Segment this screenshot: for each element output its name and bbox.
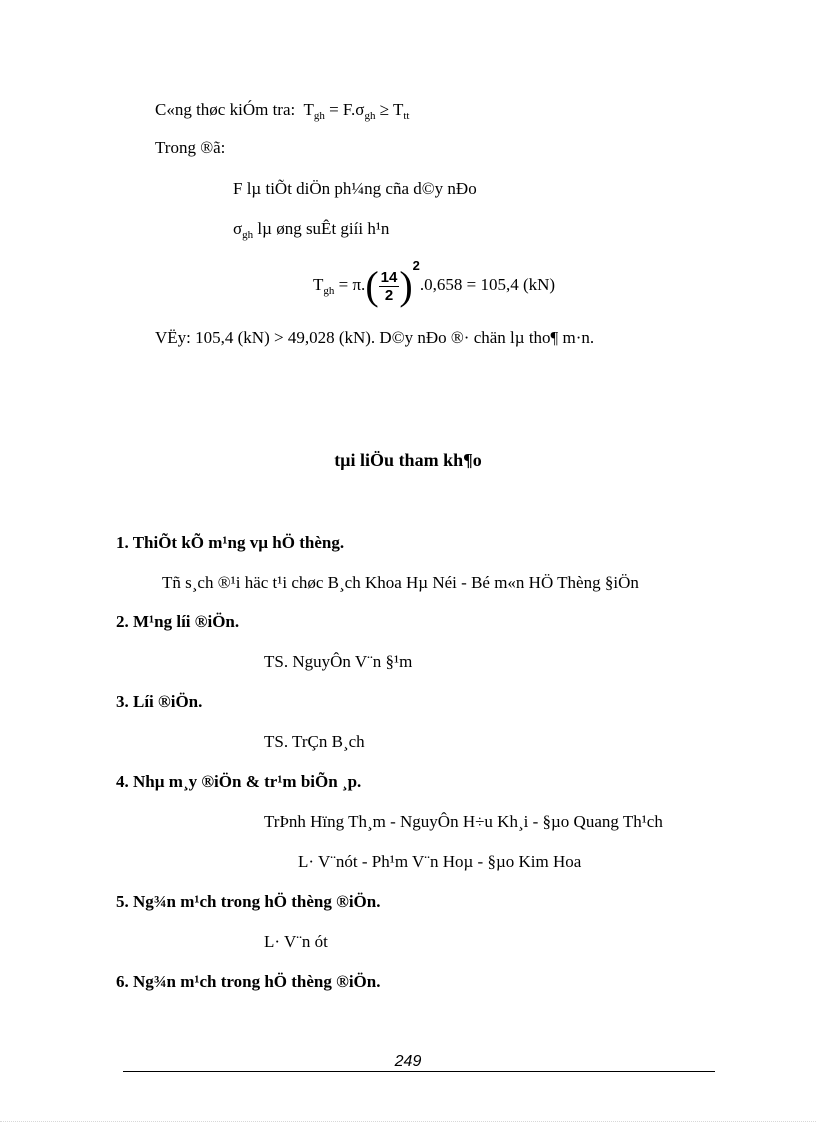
page-edge [0, 1121, 816, 1122]
check-formula: C«ng thøc kiÓm tra: $T_{gh} = F.\sigma_{gh} \ge T_{tt}$ [155, 100, 410, 122]
reference-detail: TrÞnh Hïng Th¸m - NguyÔn H÷u Kh¸i - §µo Quang Th¹ch [264, 812, 663, 831]
reference-detail: Tñ s¸ch ®¹i häc t¹i chøc B¸ch Khoa Hµ Néi - Bé m«n HÖ Thèng §iÖn [162, 573, 639, 592]
fraction: $\frac{14}{2}$ [380, 268, 398, 304]
reference-heading: 5. Ng¾n m¹ch trong hÖ thèng ®iÖn. [116, 892, 381, 911]
references-title: tµi liÖu tham kh¶o [334, 450, 482, 470]
footer-rule [123, 1071, 715, 1072]
reference-heading: 1. ThiÕt kÕ m¹ng vµ hÖ thèng. [116, 533, 345, 552]
reference-heading: 4. Nhµ m¸y ®iÖn & tr¹m biÕn ¸p. [116, 772, 362, 791]
reference-heading: 3. Líi ®iÖn. [116, 692, 203, 711]
reference-detail: TS. NguyÔn V¨n §¹m [264, 652, 413, 671]
definition-sigma: $\sigma_{gh}$ lµ øng suÊt giíi h¹n [233, 219, 390, 241]
calculation-formula: $T_{gh} = \pi$.( $\frac{14}{2}$ )$^2$.0,658 = 105,4 (kN) [313, 258, 556, 309]
conclusion: VËy: 105,4 (kN) > 49,028 (kN). D©y nÐo ®· chän lµ tho¶ m·n. [155, 328, 595, 347]
page-number: 249 [394, 1053, 422, 1070]
where-label: Trong ®ã: [155, 138, 226, 157]
reference-heading: 2. M¹ng líi ®iÖn. [116, 612, 240, 631]
reference-heading: 6. Ng¾n m¹ch trong hÖ thèng ®iÖn. [116, 972, 381, 991]
reference-detail: L· V¨n ót [264, 932, 328, 951]
definition-F: F lµ tiÕt diÖn ph¼ng cña d©y nÐo [233, 179, 477, 198]
reference-detail: TS. TrÇn B¸ch [264, 732, 365, 751]
reference-detail: L· V¨nót - Ph¹m V¨n Hoµ - §µo Kim Hoa [298, 852, 582, 871]
